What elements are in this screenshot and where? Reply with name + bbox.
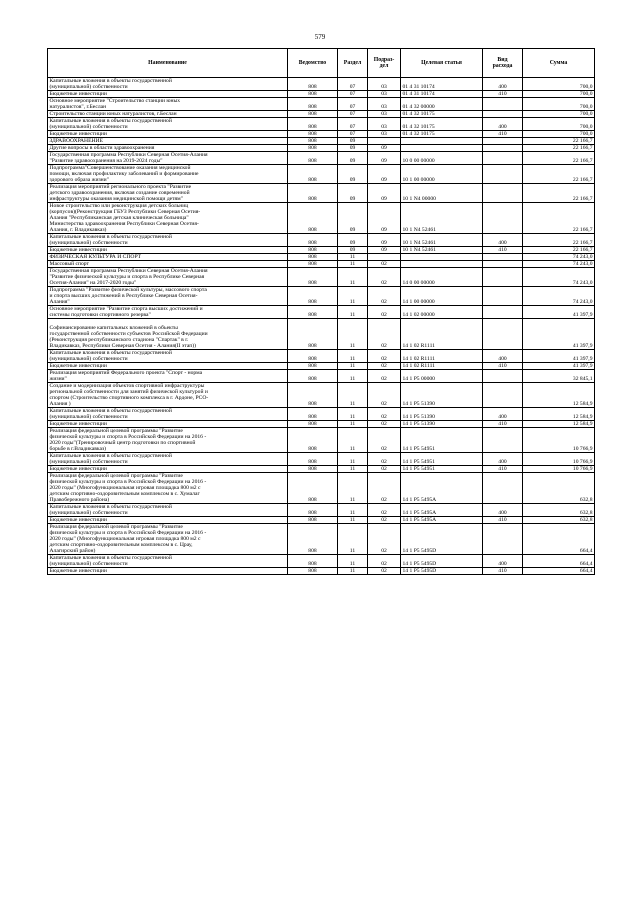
cell-dept: 808 — [288, 91, 338, 98]
table-row — [48, 428, 595, 453]
cell-subsection: 02 — [368, 421, 401, 428]
page-number: 579 — [314, 33, 326, 41]
table-row — [48, 78, 595, 91]
cell-dept: 808 — [288, 261, 338, 268]
cell-sum: 700,0 — [523, 98, 595, 111]
cell-exp-type: 410 — [483, 568, 523, 575]
cell-sum: 700,0 — [523, 131, 595, 138]
cell-dept: 808 — [288, 428, 338, 453]
cell-section: 11 — [338, 319, 368, 350]
cell-name: Государственная программа Республики Северная Осетия-Алания "Развитие физической культуры и спорта в Республике Северная Осетия-Алания" на 2017-2020 годы" — [48, 268, 288, 287]
cell-exp-type: 400 — [483, 408, 523, 421]
cell-exp-type — [483, 268, 523, 287]
table-row — [48, 517, 595, 524]
cell-name: Реализация мероприятий Федерального проекта "Спорт - норма жизни" — [48, 370, 288, 383]
cell-dept: 808 — [288, 145, 338, 152]
cell-name: Реализация федеральной целевой программы "Развитие физической культуры и спорта в Российской Федерации на 2016 - 2020 годы"(Тренировочный центр подготовки по спортивной борьбе в г.Владикавказ) — [48, 428, 288, 453]
cell-sum: 32 845,1 — [523, 370, 595, 383]
cell-subsection: 09 — [368, 145, 401, 152]
cell-article: 14 1 P5 51390 — [401, 408, 483, 421]
cell-subsection: 02 — [368, 568, 401, 575]
cell-dept: 808 — [288, 247, 338, 254]
cell-name: Капитальные вложения в объекты государственной (муниципальной) собственности — [48, 453, 288, 466]
cell-dept: 808 — [288, 453, 338, 466]
table-row — [48, 473, 595, 504]
cell-subsection: 09 — [368, 184, 401, 203]
cell-exp-type — [483, 98, 523, 111]
cell-section: 11 — [338, 428, 368, 453]
cell-dept: 808 — [288, 370, 338, 383]
cell-name: Софинансирование капитальных вложений в объекты государственной собственности субъектов Российской Федерации (Реконструкция республиканского стадиона "Спартак" в г. Владикавказ, Республики Северная Осетия - Алания(II этап)) — [48, 319, 288, 350]
cell-article — [401, 145, 483, 152]
table-row — [48, 466, 595, 473]
table-row — [48, 145, 595, 152]
cell-article: 10 0 00 00000 — [401, 152, 483, 165]
cell-section: 07 — [338, 111, 368, 118]
cell-subsection: 09 — [368, 203, 401, 234]
cell-section: 11 — [338, 473, 368, 504]
cell-sum: 10 766,9 — [523, 453, 595, 466]
cell-section: 09 — [338, 145, 368, 152]
cell-section: 09 — [338, 138, 368, 145]
cell-dept: 808 — [288, 383, 338, 408]
cell-subsection: 02 — [368, 363, 401, 370]
cell-name: Бюджетные инвестиции — [48, 131, 288, 138]
cell-subsection: 02 — [368, 517, 401, 524]
table-row — [48, 383, 595, 408]
header-subsection: Подраз- дел — [368, 49, 401, 78]
cell-subsection: 02 — [368, 306, 401, 319]
cell-subsection: 02 — [368, 268, 401, 287]
cell-sum: 74 243,0 — [523, 261, 595, 268]
cell-exp-type: 400 — [483, 234, 523, 247]
cell-article: 10 1 N4 00000 — [401, 184, 483, 203]
table-row — [48, 184, 595, 203]
cell-article: 01 4 31 10174 — [401, 78, 483, 91]
cell-article: 14 1 P5 51390 — [401, 383, 483, 408]
cell-dept: 808 — [288, 524, 338, 555]
cell-exp-type — [483, 138, 523, 145]
cell-sum: 700,0 — [523, 118, 595, 131]
cell-section: 09 — [338, 203, 368, 234]
cell-article: 10 1 N4 52461 — [401, 247, 483, 254]
table-row — [48, 138, 595, 145]
cell-sum: 22 166,7 — [523, 165, 595, 184]
cell-name: Строительство станции юных натуралистов, г.Беслан — [48, 111, 288, 118]
cell-subsection: 02 — [368, 350, 401, 363]
cell-dept: 808 — [288, 98, 338, 111]
cell-sum: 22 166,7 — [523, 184, 595, 203]
table-row — [48, 524, 595, 555]
cell-article: 14 1 P5 5495D — [401, 524, 483, 555]
cell-section: 11 — [338, 408, 368, 421]
cell-article: 14 1 02 R1111 — [401, 350, 483, 363]
cell-subsection: 03 — [368, 91, 401, 98]
cell-name: ЗДРАВООХРАНЕНИЕ — [48, 138, 288, 145]
table-row — [48, 421, 595, 428]
table-row — [48, 363, 595, 370]
cell-subsection: 02 — [368, 428, 401, 453]
cell-sum: 664,4 — [523, 568, 595, 575]
cell-section: 09 — [338, 165, 368, 184]
cell-sum: 10 766,9 — [523, 428, 595, 453]
cell-exp-type: 410 — [483, 91, 523, 98]
cell-sum: 41 397,9 — [523, 306, 595, 319]
cell-article: 14 1 P5 5495A — [401, 473, 483, 504]
cell-section: 11 — [338, 383, 368, 408]
cell-sum: 700,0 — [523, 111, 595, 118]
header-name: Наименование — [48, 49, 288, 78]
cell-article: 14 1 P5 5495D — [401, 555, 483, 568]
cell-subsection — [368, 138, 401, 145]
cell-exp-type — [483, 145, 523, 152]
cell-subsection: 09 — [368, 152, 401, 165]
cell-name: Основное мероприятие "Строительство станции юных натуралистов", г.Беслан — [48, 98, 288, 111]
cell-name: Массовый спорт — [48, 261, 288, 268]
cell-name: Подпрограмма"Совершенствование оказания медицинской помощи, включая профилактику заболеваний и формирование здорового образа жизни" — [48, 165, 288, 184]
cell-article — [401, 138, 483, 145]
cell-sum: 10 766,9 — [523, 466, 595, 473]
cell-article: 01 4 32 00000 — [401, 98, 483, 111]
cell-exp-type — [483, 370, 523, 383]
cell-exp-type: 410 — [483, 421, 523, 428]
cell-article: 01 4 31 10174 — [401, 91, 483, 98]
cell-subsection: 02 — [368, 453, 401, 466]
cell-article: 14 1 P5 5495D — [401, 568, 483, 575]
cell-dept: 808 — [288, 111, 338, 118]
cell-section: 11 — [338, 370, 368, 383]
cell-section: 11 — [338, 568, 368, 575]
table-row — [48, 98, 595, 111]
cell-section: 07 — [338, 131, 368, 138]
cell-dept: 808 — [288, 421, 338, 428]
cell-subsection: 02 — [368, 524, 401, 555]
cell-section: 11 — [338, 287, 368, 306]
cell-subsection: 03 — [368, 98, 401, 111]
cell-article: 14 1 02 R1111 — [401, 363, 483, 370]
cell-subsection: 02 — [368, 261, 401, 268]
cell-exp-type — [483, 254, 523, 261]
cell-article: 14 1 P5 51390 — [401, 421, 483, 428]
cell-section: 11 — [338, 555, 368, 568]
cell-dept: 808 — [288, 350, 338, 363]
cell-name: Капитальные вложения в объекты государственной (муниципальной) собственности — [48, 555, 288, 568]
cell-sum: 12 584,9 — [523, 408, 595, 421]
cell-dept: 808 — [288, 138, 338, 145]
cell-subsection: 03 — [368, 111, 401, 118]
cell-subsection: 02 — [368, 319, 401, 350]
header-exp-type: Вид расхода — [483, 49, 523, 78]
table-row — [48, 131, 595, 138]
table-row — [48, 118, 595, 131]
cell-dept: 808 — [288, 319, 338, 350]
cell-dept: 808 — [288, 517, 338, 524]
cell-article: 14 1 00 00000 — [401, 287, 483, 306]
cell-article: 14 1 02 00000 — [401, 306, 483, 319]
cell-name: Бюджетные инвестиции — [48, 363, 288, 370]
cell-dept: 808 — [288, 555, 338, 568]
cell-name: Новое строительство или реконструкция детских больниц (корпусов)(Реконструкция ГБУЗ Республики Северная Осетия- Алания "Республиканская детская клиническая больница" Министерства здравоохранения Республики Северная Осетия- Алания, г. Владикавказ) — [48, 203, 288, 234]
cell-name: ФИЗИЧЕСКАЯ КУЛЬТУРА И СПОРТ — [48, 254, 288, 261]
table-row — [48, 203, 595, 234]
cell-dept: 808 — [288, 152, 338, 165]
cell-sum: 664,4 — [523, 555, 595, 568]
cell-subsection: 02 — [368, 287, 401, 306]
cell-name: Бюджетные инвестиции — [48, 421, 288, 428]
cell-section: 11 — [338, 504, 368, 517]
table-row — [48, 306, 595, 319]
cell-article — [401, 254, 483, 261]
cell-sum: 22 166,7 — [523, 138, 595, 145]
cell-dept: 808 — [288, 184, 338, 203]
header-sum: Сумма — [523, 49, 595, 78]
cell-subsection: 03 — [368, 78, 401, 91]
cell-sum: 632,8 — [523, 504, 595, 517]
cell-section: 07 — [338, 98, 368, 111]
cell-exp-type: 410 — [483, 363, 523, 370]
cell-subsection: 03 — [368, 118, 401, 131]
cell-section: 11 — [338, 350, 368, 363]
cell-name: Капитальные вложения в объекты государственной (муниципальной) собственности — [48, 504, 288, 517]
cell-section: 11 — [338, 261, 368, 268]
cell-dept: 808 — [288, 504, 338, 517]
cell-exp-type — [483, 152, 523, 165]
cell-sum: 22 166,7 — [523, 247, 595, 254]
cell-sum: 41 397,9 — [523, 363, 595, 370]
cell-exp-type — [483, 287, 523, 306]
cell-section: 11 — [338, 421, 368, 428]
cell-dept: 808 — [288, 78, 338, 91]
cell-article — [401, 261, 483, 268]
cell-subsection: 03 — [368, 131, 401, 138]
cell-sum: 74 243,0 — [523, 254, 595, 261]
cell-sum: 22 166,7 — [523, 145, 595, 152]
header-dept: Ведомство — [288, 49, 338, 78]
table-row — [48, 568, 595, 575]
cell-exp-type — [483, 428, 523, 453]
cell-exp-type: 400 — [483, 118, 523, 131]
table-row — [48, 247, 595, 254]
cell-name: Основное мероприятие "Развитие спорта высших достижений и системы подготовки спортивного резерва" — [48, 306, 288, 319]
table-row — [48, 370, 595, 383]
cell-article: 10 1 N4 52461 — [401, 234, 483, 247]
cell-subsection: 02 — [368, 370, 401, 383]
cell-sum: 700,0 — [523, 91, 595, 98]
table-row — [48, 111, 595, 118]
cell-subsection: 09 — [368, 165, 401, 184]
cell-name: Капитальные вложения в объекты государственной (муниципальной) собственности — [48, 234, 288, 247]
cell-dept: 808 — [288, 473, 338, 504]
cell-exp-type — [483, 184, 523, 203]
cell-dept: 808 — [288, 131, 338, 138]
cell-article: 14 1 P5 5495A — [401, 517, 483, 524]
table-row — [48, 152, 595, 165]
cell-section: 11 — [338, 306, 368, 319]
cell-name: Бюджетные инвестиции — [48, 91, 288, 98]
header-article: Целевая статья — [401, 49, 483, 78]
cell-name: Бюджетные инвестиции — [48, 466, 288, 473]
cell-dept: 808 — [288, 287, 338, 306]
cell-subsection: 02 — [368, 555, 401, 568]
cell-name: Бюджетные инвестиции — [48, 568, 288, 575]
table-row — [48, 254, 595, 261]
cell-exp-type: 410 — [483, 466, 523, 473]
cell-name: Капитальные вложения в объекты государственной (муниципальной) собственности — [48, 118, 288, 131]
table-header-row — [48, 49, 595, 78]
cell-subsection: 09 — [368, 234, 401, 247]
cell-dept: 808 — [288, 363, 338, 370]
table-row — [48, 408, 595, 421]
cell-exp-type: 400 — [483, 350, 523, 363]
cell-exp-type — [483, 524, 523, 555]
cell-name: Реализация федеральной целевой программы "Развитие физической культуры и спорта в Российской Федерации на 2016 - 2020 годы" (Многофункциональная игровая площадка 800 м2 с детским спортивно-оздоровительным комплексом в с. Хумалаг Правобережного района) — [48, 473, 288, 504]
cell-exp-type: 400 — [483, 504, 523, 517]
cell-name: Капитальные вложения в объекты государственной (муниципальной) собственности — [48, 408, 288, 421]
cell-name: Подпрограмма "Развитие физической культуры, массового спорта и спорта высших достижений в Республике Северная Осетия- Алания" — [48, 287, 288, 306]
cell-sum: 664,4 — [523, 524, 595, 555]
cell-sum: 12 584,9 — [523, 383, 595, 408]
table-row — [48, 287, 595, 306]
cell-dept: 808 — [288, 568, 338, 575]
cell-subsection: 02 — [368, 466, 401, 473]
cell-exp-type: 400 — [483, 453, 523, 466]
cell-dept: 808 — [288, 268, 338, 287]
cell-subsection — [368, 254, 401, 261]
cell-section: 11 — [338, 466, 368, 473]
cell-subsection: 02 — [368, 504, 401, 517]
table-row — [48, 234, 595, 247]
cell-section: 11 — [338, 524, 368, 555]
cell-sum: 700,0 — [523, 78, 595, 91]
cell-exp-type: 410 — [483, 247, 523, 254]
cell-section: 09 — [338, 184, 368, 203]
cell-exp-type — [483, 203, 523, 234]
header-section: Раздел — [338, 49, 368, 78]
cell-section: 09 — [338, 152, 368, 165]
cell-exp-type — [483, 261, 523, 268]
cell-name: Реализация федеральной целевой программы "Развитие физической культуры и спорта в Российской Федерации на 2016 - 2020 годы" (Многофункциональная игровая площадка 800 м2 с детским спортивно-оздоровительным комплексом в с. Црау, Алагирский район) — [48, 524, 288, 555]
cell-article: 10 1 N4 52461 — [401, 203, 483, 234]
cell-sum: 22 166,7 — [523, 152, 595, 165]
cell-name: Государственная программа Республики Северная Осетия-Алания "Развитие здравоохранения на 2019-2024 годы" — [48, 152, 288, 165]
cell-section: 07 — [338, 91, 368, 98]
cell-sum: 41 397,9 — [523, 350, 595, 363]
cell-section: 11 — [338, 268, 368, 287]
cell-section: 09 — [338, 234, 368, 247]
cell-sum: 74 243,0 — [523, 268, 595, 287]
cell-subsection: 02 — [368, 473, 401, 504]
cell-exp-type — [483, 306, 523, 319]
cell-article: 14 1 02 R1111 — [401, 319, 483, 350]
table-row — [48, 261, 595, 268]
cell-exp-type: 400 — [483, 555, 523, 568]
cell-section: 07 — [338, 78, 368, 91]
cell-article: 14 1 P5 54951 — [401, 428, 483, 453]
table-row — [48, 319, 595, 350]
cell-name: Бюджетные инвестиции — [48, 247, 288, 254]
cell-section: 11 — [338, 517, 368, 524]
cell-article: 10 1 00 00000 — [401, 165, 483, 184]
cell-name: Капитальные вложения в объекты государственной (муниципальной) собственности — [48, 350, 288, 363]
cell-sum: 22 166,7 — [523, 234, 595, 247]
cell-section: 07 — [338, 118, 368, 131]
table-row — [48, 350, 595, 363]
cell-exp-type — [483, 165, 523, 184]
cell-sum: 12 584,9 — [523, 421, 595, 428]
cell-dept: 808 — [288, 306, 338, 319]
cell-article: 01 4 32 10175 — [401, 131, 483, 138]
table-row — [48, 268, 595, 287]
cell-article: 14 1 P5 54951 — [401, 466, 483, 473]
cell-subsection: 09 — [368, 247, 401, 254]
cell-article: 14 1 P5 5495A — [401, 504, 483, 517]
cell-exp-type: 400 — [483, 78, 523, 91]
cell-dept: 808 — [288, 234, 338, 247]
table-row — [48, 453, 595, 466]
cell-article: 01 4 32 10175 — [401, 111, 483, 118]
cell-subsection: 02 — [368, 408, 401, 421]
table-row — [48, 504, 595, 517]
cell-article: 01 4 32 10175 — [401, 118, 483, 131]
cell-name: Капитальные вложения в объекты государственной (муниципальной) собственности — [48, 78, 288, 91]
table-row — [48, 165, 595, 184]
cell-sum: 632,8 — [523, 473, 595, 504]
cell-section: 09 — [338, 247, 368, 254]
cell-exp-type: 410 — [483, 517, 523, 524]
cell-name: Создание и модернизация объектов спортивной инфраструктуры региональной собственности для занятий физической культурой и спортом (Строительство спортивного комплекса в г. Ардоне, РСО- Алания ) — [48, 383, 288, 408]
cell-dept: 808 — [288, 466, 338, 473]
cell-sum: 41 397,9 — [523, 319, 595, 350]
cell-exp-type — [483, 383, 523, 408]
cell-name: Реализация мероприятий регионального проекта "Развитие детского здравоохранения, включая создание современной инфраструктуры оказания медицинской помощи детям" — [48, 184, 288, 203]
cell-exp-type: 410 — [483, 131, 523, 138]
cell-exp-type — [483, 111, 523, 118]
table-row — [48, 555, 595, 568]
cell-dept: 808 — [288, 203, 338, 234]
cell-article: 14 1 P5 00000 — [401, 370, 483, 383]
cell-name: Другие вопросы в области здравоохранения — [48, 145, 288, 152]
cell-dept: 808 — [288, 118, 338, 131]
cell-name: Бюджетные инвестиции — [48, 517, 288, 524]
cell-article: 14 0 00 00000 — [401, 268, 483, 287]
cell-dept: 808 — [288, 254, 338, 261]
table-row — [48, 91, 595, 98]
cell-subsection: 02 — [368, 383, 401, 408]
cell-sum: 632,8 — [523, 517, 595, 524]
cell-sum: 74 243,0 — [523, 287, 595, 306]
cell-exp-type — [483, 319, 523, 350]
cell-section: 11 — [338, 254, 368, 261]
cell-section: 11 — [338, 363, 368, 370]
budget-table — [47, 48, 595, 575]
cell-dept: 808 — [288, 165, 338, 184]
cell-dept: 808 — [288, 408, 338, 421]
cell-section: 11 — [338, 453, 368, 466]
cell-exp-type — [483, 473, 523, 504]
cell-article: 14 1 P5 54951 — [401, 453, 483, 466]
cell-sum: 22 166,7 — [523, 203, 595, 234]
